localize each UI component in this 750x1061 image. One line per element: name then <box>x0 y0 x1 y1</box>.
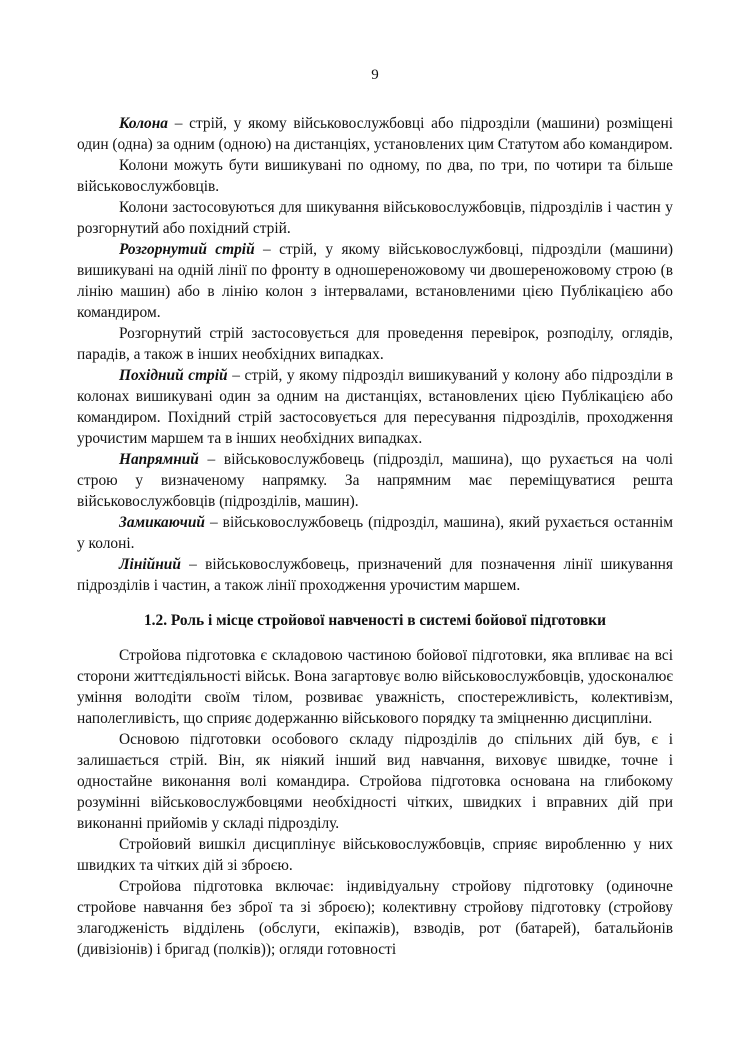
paragraph: Основою підготовки особового складу підрозділів до спільних дій був, є і залишається стрій. Він, як ніякий інший вид навчання, виховує швидке, точне і одностайне виконання волі командира. Стройова підготовка основана на глибокому розумінні військовослужбовцями необхідності чітких, швидких і вправних дій при виконанні прийомів у складі підрозділу. <box>77 731 673 832</box>
definition-text: – стрій, у якому підрозділ вишикуваний у колону або підрозділи в колонах вишикувані один за одним на дистанціях, встановлених цією Публікацією або командиром. Похідний стрій застосовується для пересування підрозділів, проходження урочистим маршем та в інших необхідних випадках. <box>77 367 673 447</box>
definition-paragraph <box>77 113 673 155</box>
paragraph: Стройовий вишкіл дисциплінує військовослужбовців, сприяє виробленню у них швидких та чітких дій зі зброєю. <box>77 836 673 874</box>
term: Розгорнутий стрій <box>119 241 255 258</box>
page-body <box>77 113 673 960</box>
definition-paragraph <box>77 449 673 512</box>
definition-text: – стрій, у якому військовослужбовці або підрозділи (машини) розміщені один (одна) за одним (одною) на дистанціях, установлених цим Статутом або командиром. <box>77 115 673 153</box>
term: Напрямний <box>119 451 199 468</box>
paragraph-text: Розгорнутий стрій застосовується для проведення перевірок, розподілу, оглядів, парадів, а також в інших необхідних випадках. <box>77 325 673 363</box>
term: Похідний стрій <box>119 367 228 384</box>
definition-text: – військовослужбовець, призначений для позначення лінії шикування підрозділів і частин, а також лінії проходження урочистим маршем. <box>77 556 673 594</box>
definition-text: – військовослужбовець (підрозділ, машина), який рухається останнім у колоні. <box>77 514 673 552</box>
definition-paragraph <box>77 365 673 449</box>
term: Лінійний <box>119 556 181 573</box>
page-number: 9 <box>371 67 379 83</box>
definition-paragraph <box>77 554 673 596</box>
term: Замикаючий <box>119 514 205 531</box>
definition-text: – стрій, у якому військовослужбовці, підрозділи (машини) вишикувані на одній лінії по фронту в одношереножовому чи двошереножовому строю (в лінію машин) або в лінію колон з інтервалами, встановленими цією Публікацією або командиром. <box>77 241 673 321</box>
paragraph: Стройова підготовка включає: індивідуальну стройову підготовку (одиночне стройове навчання без зброї та зі зброєю); колективну стройову підготовку (стройову злагодженість відділень (обслуги, екіпажів), взводів, рот (батарей), батальйонів (дивізіонів) і бригад (полків)); огляди готовності <box>77 878 673 958</box>
paragraph <box>77 323 673 365</box>
definition-paragraph <box>77 512 673 554</box>
paragraph <box>77 197 673 239</box>
paragraph-text: Колони можуть бути вишикувані по одному, по два, по три, по чотири та більше військовослужбовців. <box>77 157 673 195</box>
paragraph <box>77 155 673 197</box>
paragraph: Стройова підготовка є складовою частиною бойової підготовки, яка впливає на всі сторони життєдіяльності військ. Вона загартовує волю військовослужбовців, удосконалює уміння володіти своїм тілом, розвиває уважність, спостережливість, колективізм, наполегливість, що сприяє додержанню військового порядку та зміцненню дисципліни. <box>77 647 673 727</box>
term: Колона <box>119 115 168 132</box>
paragraph-text: Колони застосовуються для шикування військовослужбовців, підрозділів і частин у розгорнутий або похідний стрій. <box>77 199 673 237</box>
section-heading: 1.2. Роль і місце стройової навченості в системі бойової підготовки <box>143 612 607 629</box>
definition-paragraph <box>77 239 673 323</box>
definition-text: – військовослужбовець (підрозділ, машина), що рухається на чолі строю у визначеному напрямку. За напрямним має переміщуватися решта військовослужбовців (підрозділів, машин). <box>77 451 673 510</box>
